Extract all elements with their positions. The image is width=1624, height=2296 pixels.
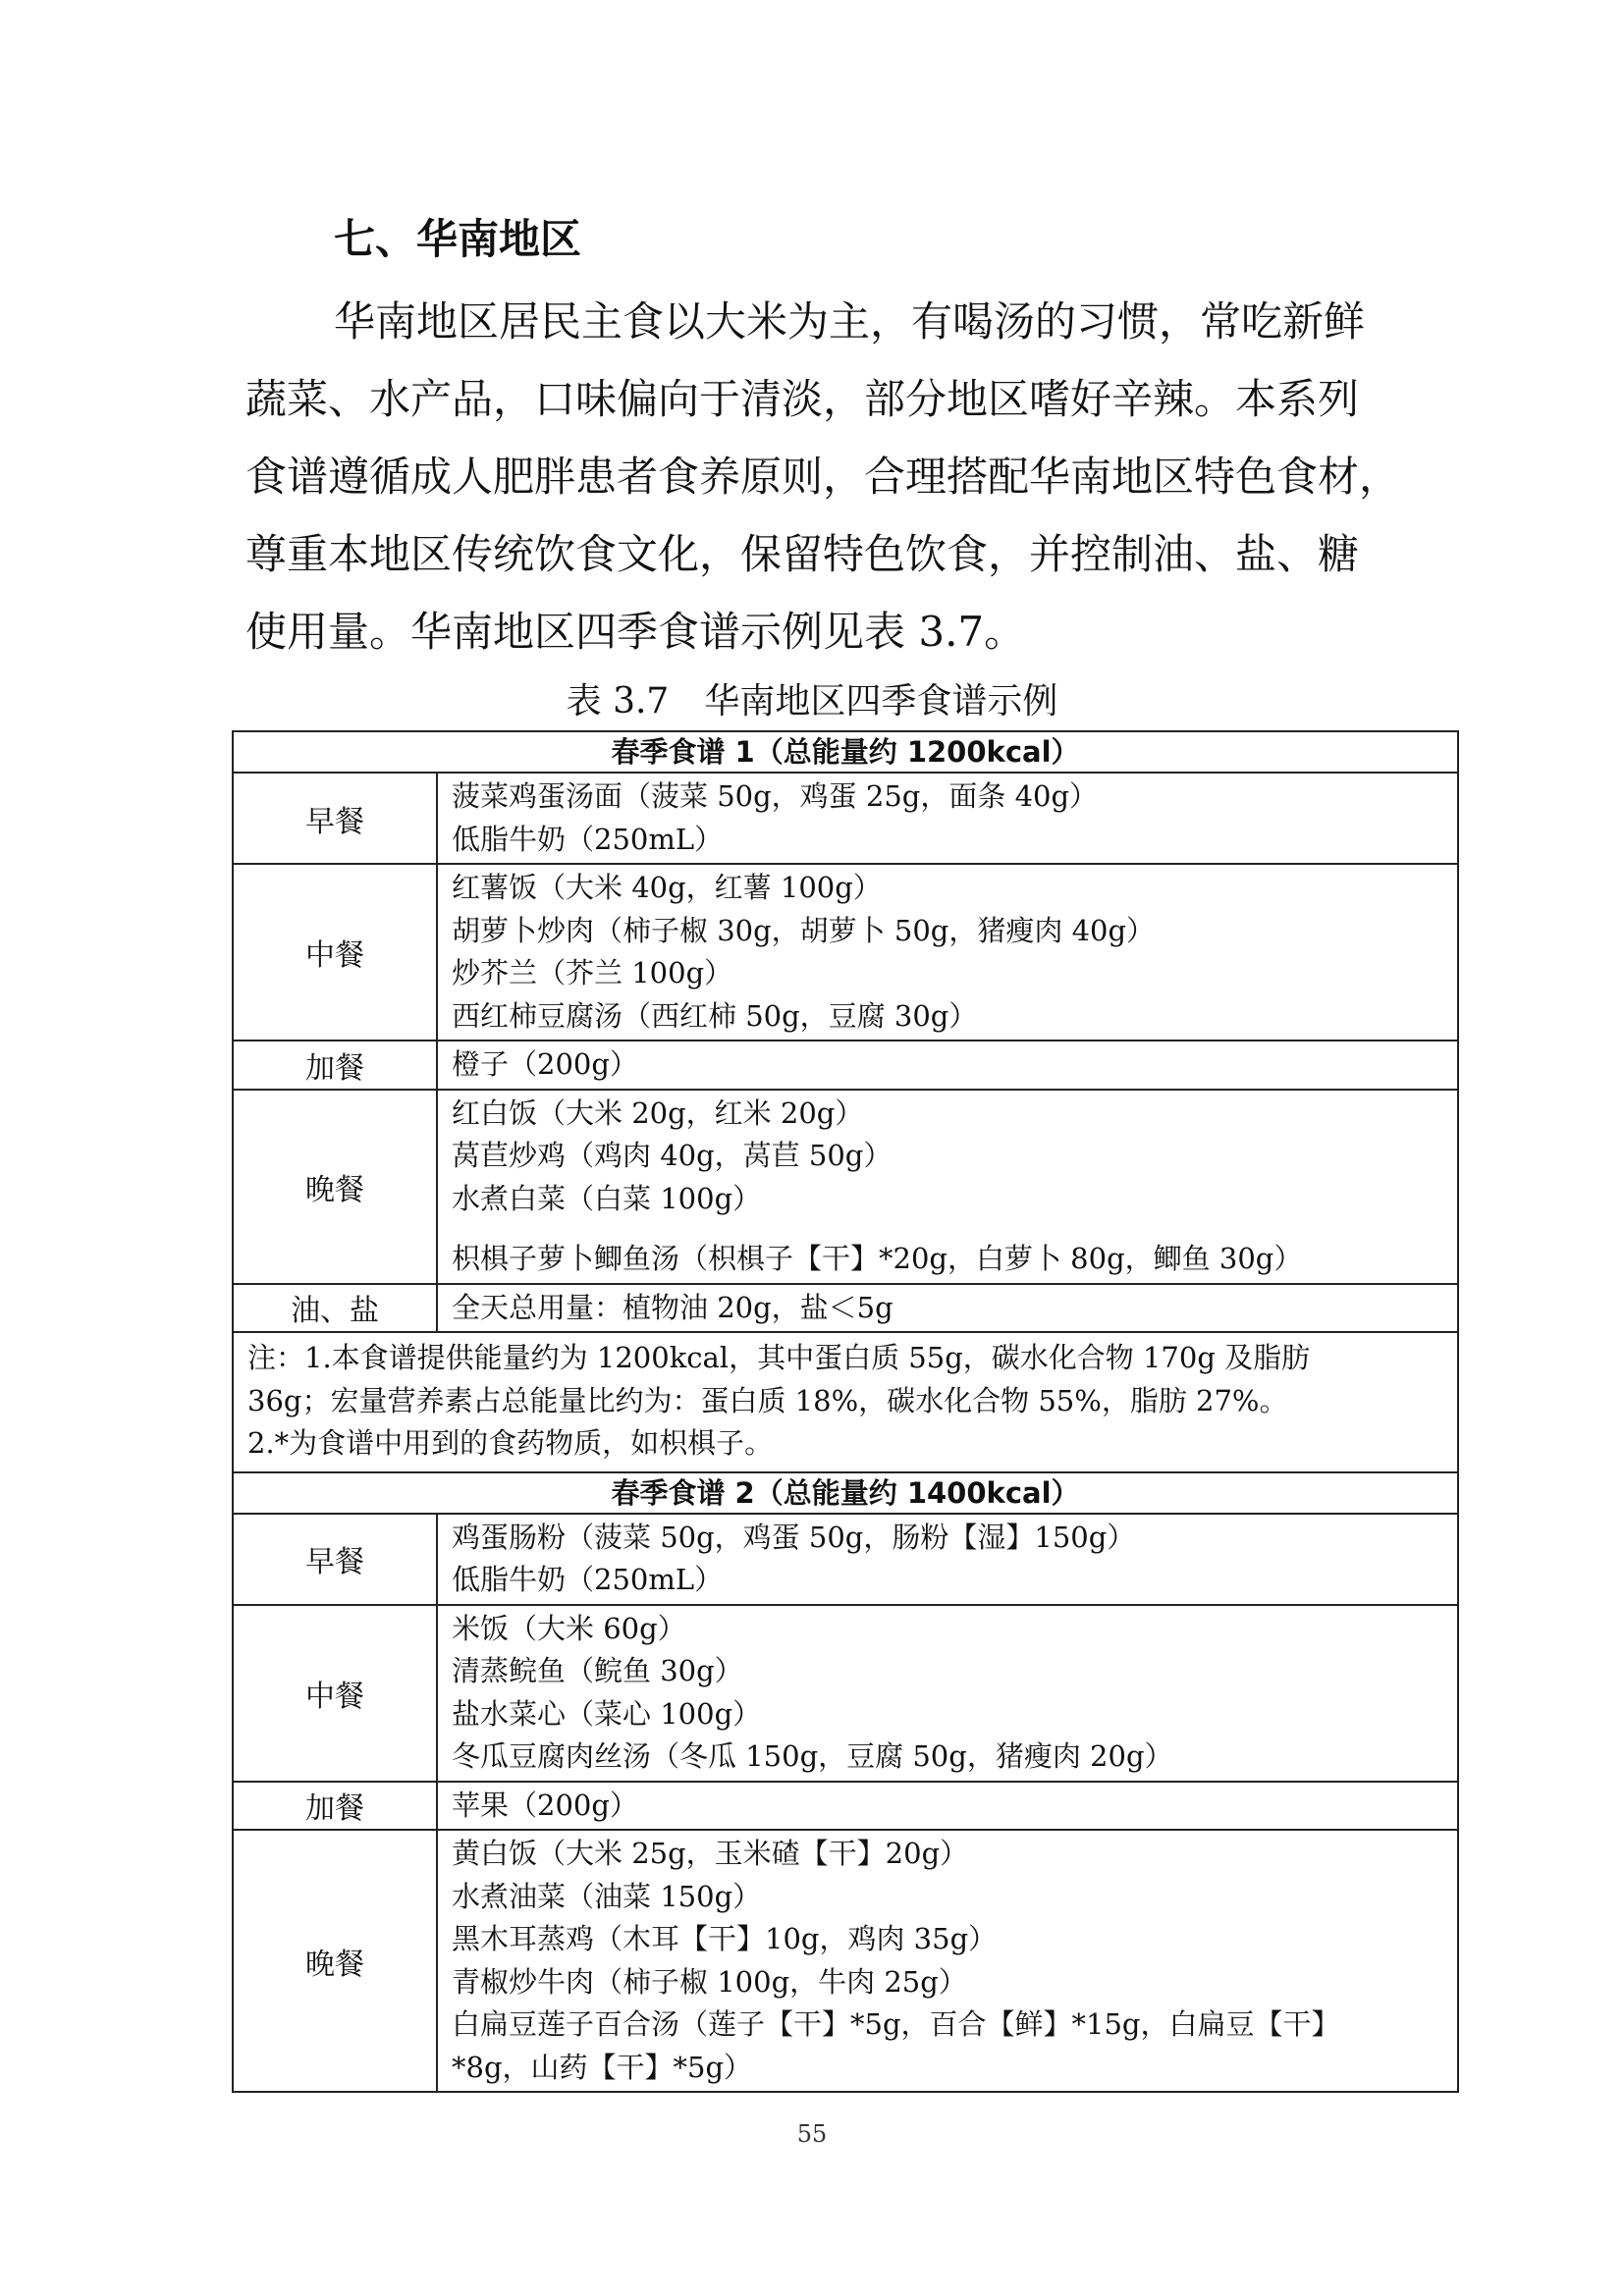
intro-paragraph — [245, 283, 1453, 670]
meal-items — [437, 1514, 1458, 1605]
menu-title-row — [233, 1472, 1458, 1514]
meal-item: 青椒炒牛肉（柿子椒 100g，牛肉 25g） — [452, 1964, 967, 1999]
meal-row-dinner — [233, 1090, 1458, 1284]
meal-item: 橙子（200g） — [452, 1047, 638, 1081]
meal-row-breakfast — [233, 773, 1458, 864]
meal-item: 冬瓜豆腐肉丝汤（冬瓜 150g，豆腐 50g，猪瘦肉 20g） — [452, 1739, 1173, 1773]
meal-items — [437, 1041, 1458, 1090]
menu-notes-row — [233, 1332, 1458, 1472]
menu-notes — [233, 1332, 1458, 1472]
meal-item: 全天总用量：植物油 20g，盐＜5g — [452, 1290, 893, 1324]
meal-items — [437, 773, 1458, 864]
meal-row-lunch — [233, 864, 1458, 1041]
meal-name: 中餐 — [233, 1605, 437, 1782]
meal-item: *8g，山药【干】*5g） — [452, 2050, 753, 2084]
meal-item: 红白饭（大米 20g，红米 20g） — [452, 1095, 864, 1130]
meal-item: 白扁豆莲子百合汤（莲子【干】*5g，百合【鲜】*15g，白扁豆【干】 — [452, 2007, 1340, 2041]
meal-name: 加餐 — [233, 1041, 437, 1090]
meal-item: 清蒸鲩鱼（鲩鱼 30g） — [452, 1654, 743, 1687]
meal-item: 菠菜鸡蛋汤面（菠菜 50g，鸡蛋 25g，面条 40g） — [452, 779, 1099, 813]
meal-item: 西红柿豆腐汤（西红柿 50g，豆腐 30g） — [452, 998, 978, 1033]
meal-name: 加餐 — [233, 1782, 437, 1831]
meal-row-dinner — [233, 1830, 1458, 2092]
meal-row-snack — [233, 1041, 1458, 1090]
meal-name: 油、盐 — [233, 1284, 437, 1333]
meal-items — [437, 1090, 1458, 1284]
menu-table — [232, 730, 1459, 2093]
menu-title: 春季食谱 2（总能量约 1400kcal） — [233, 1472, 1458, 1514]
meal-items — [437, 1782, 1458, 1831]
meal-row-breakfast — [233, 1514, 1458, 1605]
meal-item: 胡萝卜炒肉（柿子椒 30g，胡萝卜 50g，猪瘦肉 40g） — [452, 913, 1156, 947]
meal-item: 低脂牛奶（250mL） — [452, 1563, 724, 1596]
note-line: 36g；宏量营养素占总能量比约为：蛋白质 18%，碳水化合物 55%，脂肪 27%。 — [247, 1383, 1288, 1417]
meal-item: 鸡蛋肠粉（菠菜 50g，鸡蛋 50g，肠粉【湿】150g） — [452, 1520, 1136, 1554]
meal-items — [437, 1605, 1458, 1782]
meal-item: 黄白饭（大米 25g，玉米碴【干】20g） — [452, 1837, 969, 1870]
intro-line: 食谱遵循成人肥胖患者食养原则，合理搭配华南地区特色食材， — [245, 453, 1401, 501]
menu-title: 春季食谱 1（总能量约 1200kcal） — [233, 731, 1458, 773]
note-line: 注：1.本食谱提供能量约为 1200kcal，其中蛋白质 55g，碳水化合物 170g 及脂肪 — [247, 1341, 1311, 1374]
meal-item: 低脂牛奶（250mL） — [452, 822, 724, 856]
meal-name: 晚餐 — [233, 1090, 437, 1284]
meal-items — [437, 1830, 1458, 2092]
note-line: 2.*为食谱中用到的食药物质，如枳椇子。 — [247, 1426, 774, 1460]
meal-item: 苹果（200g） — [452, 1788, 638, 1822]
meal-item: 水煮油菜（油菜 150g） — [452, 1879, 762, 1913]
meal-name: 早餐 — [233, 773, 437, 864]
meal-item: 米饭（大米 60g） — [452, 1611, 686, 1645]
meal-name: 早餐 — [233, 1514, 437, 1605]
meal-row-snack — [233, 1782, 1458, 1831]
meal-items — [437, 1284, 1458, 1333]
meal-item: 水煮白菜（白菜 100g） — [452, 1181, 762, 1215]
meal-item: 莴苣炒鸡（鸡肉 40g，莴苣 50g） — [452, 1139, 893, 1172]
intro-line: 尊重本地区传统饮食文化，保留特色饮食，并控制油、盐、糖 — [245, 530, 1360, 578]
meal-item: 炒芥兰（芥兰 100g） — [452, 956, 733, 989]
meal-item: 枳椇子萝卜鲫鱼汤（枳椇子【干】*20g，白萝卜 80g，鲫鱼 30g） — [452, 1242, 1303, 1275]
meal-name: 晚餐 — [233, 1830, 437, 2092]
intro-line: 华南地区居民主食以大米为主，有喝汤的习惯，常吃新鲜 — [334, 297, 1366, 346]
meal-items — [437, 864, 1458, 1041]
meal-name: 中餐 — [233, 864, 437, 1041]
intro-line: 使用量。华南地区四季食谱示例见表 3.7。 — [245, 608, 1026, 656]
intro-line: 蔬菜、水产品，口味偏向于清淡，部分地区嗜好辛辣。本系列 — [245, 375, 1360, 423]
meal-row-lunch — [233, 1605, 1458, 1782]
meal-item: 红薯饭（大米 40g，红薯 100g） — [452, 871, 882, 904]
page-number: 55 — [796, 2120, 828, 2148]
menu-title-row — [233, 731, 1458, 773]
meal-item: 盐水菜心（菜心 100g） — [452, 1696, 762, 1731]
meal-item: 黑木耳蒸鸡（木耳【干】10g，鸡肉 35g） — [452, 1922, 998, 1955]
table-caption: 表 3.7 华南地区四季食谱示例 — [566, 681, 1058, 721]
meal-row-oil-salt — [233, 1284, 1458, 1333]
section-heading: 七、华南地区 — [334, 215, 582, 263]
